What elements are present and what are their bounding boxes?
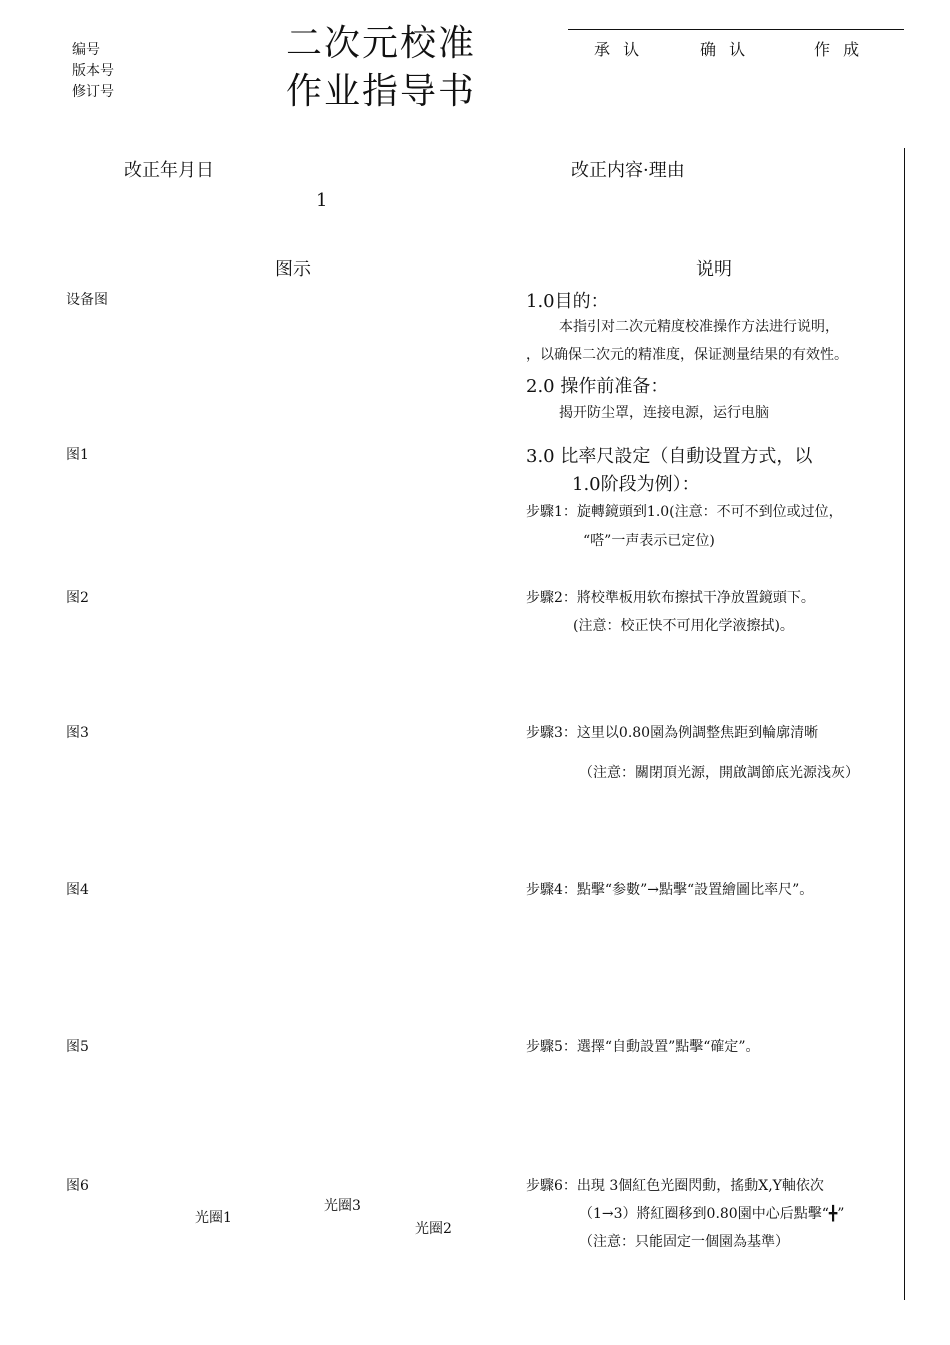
revision-date-header: 改正年月日	[124, 160, 214, 181]
step2-line1: 步驟2：將校準板用软布擦拭干净放置鏡頭下。	[526, 590, 815, 606]
figure-label-4: 图4	[66, 882, 89, 898]
scale-setting-title-line1: 3.0 比率尺設定（自動设置方式，以	[526, 446, 813, 467]
meta-label-version: 版本号	[72, 63, 114, 79]
approval-approve: 承 认	[594, 40, 644, 59]
step6-line3: （注意：只能固定一個園為基準）	[579, 1234, 789, 1250]
figure-label-1: 图1	[66, 447, 89, 463]
right-border-rule	[904, 148, 905, 1300]
step6-line1: 步驟6：出現 3個紅色光圈閃動，搖動X,Y軸依次	[526, 1178, 824, 1194]
step4-line1: 步驟4：點擊“参數”→點擊“設置繪圖比率尺”。	[526, 882, 814, 898]
figure-label-2: 图2	[66, 590, 89, 606]
purpose-text-line1: 本指引对二次元精度校准操作方法进行说明，	[559, 319, 839, 335]
approval-top-rule	[568, 29, 904, 30]
illustration-column-header: 图示	[275, 259, 311, 280]
document-title-line2: 作业指导书	[286, 71, 477, 112]
meta-label-revision: 修订号	[72, 84, 114, 100]
step1-line1: 步驟1：旋轉鏡頭到1.0(注意：不可不到位或过位，	[526, 504, 843, 520]
figure-label-3: 图3	[66, 725, 89, 741]
purpose-title: 1.0目的：	[526, 291, 609, 312]
approval-prepare: 作 成	[814, 40, 864, 59]
figure-label-equipment: 设备图	[66, 292, 108, 308]
meta-label-number: 编号	[72, 42, 100, 58]
step3-line2: （注意：關閉頂光源，開啟調節底光源浅灰）	[579, 765, 859, 781]
approval-confirm: 确 认	[700, 40, 750, 59]
step1-line2: “嗒”一声表示已定位)	[583, 533, 715, 549]
purpose-text-line2: ，以确保二次元的精准度，保证测量结果的有效性。	[526, 347, 848, 363]
step2-line2: (注意：校正快不可用化学液擦拭)。	[573, 618, 794, 634]
step5-line1: 步驟5：選擇“自動設置”點擊“確定”。	[526, 1039, 760, 1055]
aperture-label-1: 光圈1	[195, 1210, 232, 1226]
aperture-label-2: 光圈2	[415, 1221, 452, 1237]
revision-content-header: 改正内容·理由	[571, 160, 685, 181]
scale-setting-title-line2: 1.0阶段为例）：	[572, 474, 700, 495]
figure-label-5: 图5	[66, 1039, 89, 1055]
page-number: 1	[316, 190, 328, 211]
preparation-text: 揭开防尘罩，连接电源，运行电脑	[559, 405, 769, 421]
aperture-label-3: 光圈3	[324, 1198, 361, 1214]
step6-line2: （1→3）將紅圈移到0.80園中心后點擊“╋”	[579, 1206, 845, 1222]
figure-label-6: 图6	[66, 1178, 89, 1194]
preparation-title: 2.0 操作前准备：	[526, 376, 669, 397]
description-column-header: 说明	[696, 259, 732, 280]
document-title-line1: 二次元校准	[286, 23, 477, 64]
step3-line1: 步驟3：这里以0.80園為例調整焦距到輪廓清晰	[526, 725, 819, 741]
